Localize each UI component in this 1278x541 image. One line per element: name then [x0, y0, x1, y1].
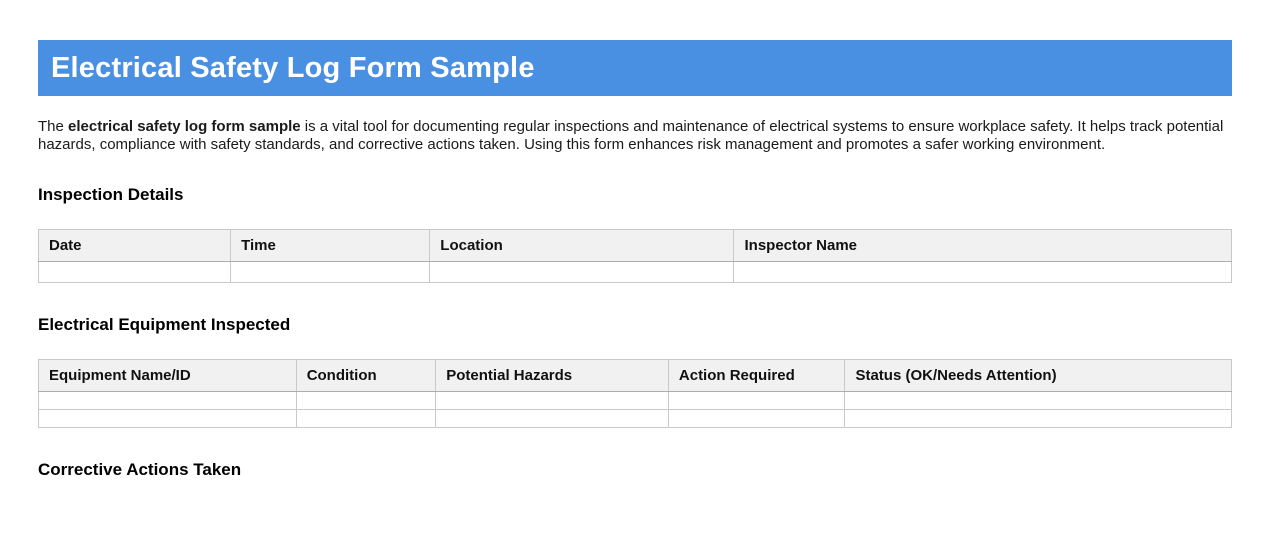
column-header-date: Date: [39, 230, 231, 262]
intro-prefix: The: [38, 118, 69, 135]
table-row: [39, 392, 1232, 410]
section-heading-corrective-actions: Corrective Actions Taken: [38, 460, 242, 479]
intro-paragraph: [38, 118, 1232, 153]
column-header-location: Location: [430, 230, 734, 262]
column-header-equipment-name-id: Equipment Name/ID: [39, 360, 297, 392]
cell-potential-hazards: [436, 392, 669, 410]
cell-date: [39, 262, 231, 283]
table-row: [39, 410, 1232, 428]
cell-action-required: [668, 410, 845, 428]
cell-action-required: [668, 392, 845, 410]
column-header-status: Status (OK/Needs Attention): [845, 360, 1232, 392]
column-header-condition: Condition: [296, 360, 436, 392]
cell-status: [845, 410, 1232, 428]
section-heading-equipment-inspected: Electrical Equipment Inspected: [38, 315, 291, 334]
cell-location: [430, 262, 734, 283]
cell-equipment-name-id: [39, 392, 297, 410]
column-header-potential-hazards: Potential Hazards: [436, 360, 669, 392]
intro-bold-phrase: electrical safety log form sample: [68, 118, 301, 135]
inspection-details-table: [38, 229, 1232, 283]
column-header-time: Time: [231, 230, 430, 262]
table-row: [39, 262, 1232, 283]
intro-rest: is a vital tool for documenting regular inspections and maintenance of electrical systems to ensure workplace safety. It helps track potential hazards, compliance with safety standards, and corrective actions taken. Using this form enhances risk management and promotes a safer working environment.: [38, 118, 1224, 153]
table-header-row: [39, 360, 1232, 392]
column-header-action-required: Action Required: [668, 360, 845, 392]
page-header-banner: [38, 40, 1232, 96]
equipment-inspected-table: [38, 359, 1232, 428]
section-heading-inspection-details: Inspection Details: [38, 185, 184, 204]
page-content: [38, 40, 1232, 480]
cell-equipment-name-id: [39, 410, 297, 428]
table-header-row: [39, 230, 1232, 262]
cell-potential-hazards: [436, 410, 669, 428]
cell-condition: [296, 410, 436, 428]
page-title: Electrical Safety Log Form Sample: [51, 51, 535, 84]
cell-inspector-name: [734, 262, 1232, 283]
cell-status: [845, 392, 1232, 410]
cell-condition: [296, 392, 436, 410]
column-header-inspector-name: Inspector Name: [734, 230, 1232, 262]
cell-time: [231, 262, 430, 283]
